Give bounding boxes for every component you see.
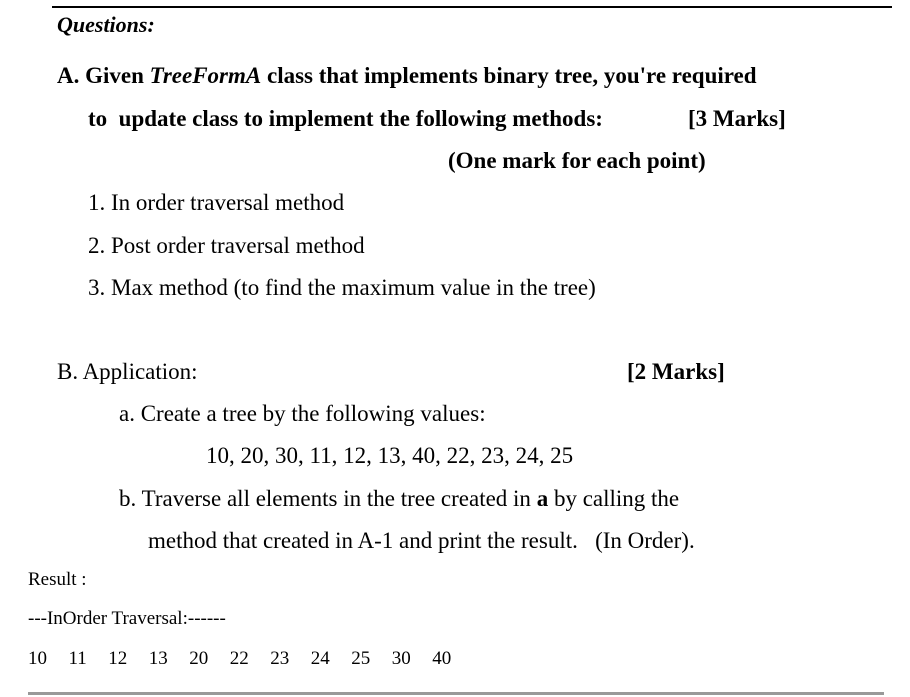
part-a-instruction: to update class to implement the following methods: <box>88 106 603 131</box>
part-a-item-1: 1. In order traversal method <box>88 190 345 215</box>
inorder-traversal-values: 10 11 12 13 20 22 23 24 25 30 40 <box>28 648 452 669</box>
questions-heading: Questions: <box>57 12 155 37</box>
part-b-sub-b-suffix: by calling the <box>548 486 680 511</box>
part-a-intro <box>57 64 757 87</box>
result-label: Result : <box>28 569 87 590</box>
part-b-sub-b-line2: method that created in A-1 and print the result. (In Order). <box>148 528 695 553</box>
part-b-sub-b-prefix: b. Traverse all elements in the tree created in <box>119 486 537 511</box>
part-b-sub-a: a. Create a tree by the following values: <box>119 401 486 426</box>
part-b-sub-b-ref: a <box>536 486 549 511</box>
bottom-rule <box>28 692 884 695</box>
part-a-intro-prefix: A. Given <box>57 63 150 88</box>
part-a-note: (One mark for each point) <box>448 148 706 173</box>
part-b-title: B. Application: <box>57 359 198 384</box>
part-a-marks: [3 Marks] <box>688 106 786 131</box>
top-rule <box>52 6 892 8</box>
class-name: TreeFormA <box>149 63 262 88</box>
part-a-item-3: 3. Max method (to find the maximum value in the tree) <box>88 275 596 300</box>
part-b-marks: [2 Marks] <box>627 359 725 384</box>
part-b-sub-b <box>119 487 679 510</box>
part-a-item-2: 2. Post order traversal method <box>88 233 365 258</box>
part-a-intro-suffix: class that implements binary tree, you're required <box>261 63 757 88</box>
inorder-traversal-label: ---InOrder Traversal:------ <box>28 608 226 629</box>
tree-values: 10, 20, 30, 11, 12, 13, 40, 22, 23, 24, 25 <box>206 443 574 468</box>
